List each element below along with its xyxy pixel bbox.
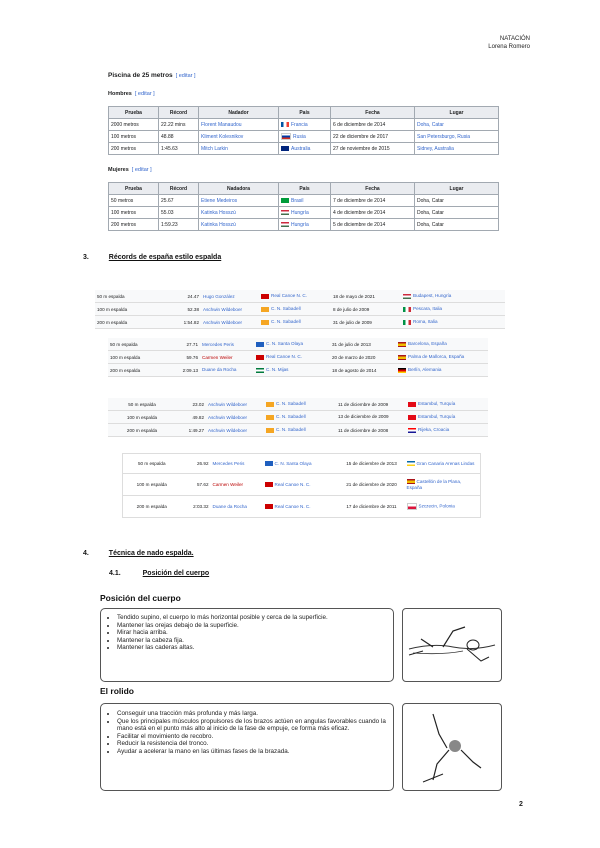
swimmer-link[interactable]: Mitch Larkin xyxy=(199,143,279,155)
spain-records-table-3 xyxy=(108,398,488,437)
list-item: • Mantener las caderas altas. xyxy=(117,644,393,652)
place-cell xyxy=(396,338,488,351)
date-cell: 4 de diciembre de 2014 xyxy=(331,207,415,219)
table-row xyxy=(109,207,499,219)
place-link[interactable]: Barcelona, España xyxy=(408,341,447,347)
swimmer-link[interactable]: Aschwin Wildeboer xyxy=(201,303,259,316)
place-cell: Doha, Catar xyxy=(415,219,499,231)
place-cell xyxy=(396,364,488,377)
swimmer-link[interactable]: Duane da Rocha xyxy=(211,496,263,518)
place-link[interactable]: Szczecin, Polonia xyxy=(418,503,455,509)
club-link[interactable]: C. N. Sabadell xyxy=(276,414,306,420)
date-cell: 11 de diciembre de 2008 xyxy=(336,424,406,437)
place-cell xyxy=(405,454,481,474)
event-cell: 50 m espalda xyxy=(108,338,170,351)
event-cell: 100 metros xyxy=(109,131,159,143)
russia-flag-icon xyxy=(281,133,291,140)
event-cell: 50 m espalda xyxy=(95,290,165,303)
column-header: Prueba xyxy=(109,183,159,195)
swimmer-link[interactable]: Carmen Weiler xyxy=(200,351,254,364)
date-cell: 11 de diciembre de 2009 xyxy=(336,398,406,411)
table-row xyxy=(109,143,499,155)
france-flag-icon xyxy=(281,122,289,127)
list-item: • Ayudar a acelerar la mano en las últimas fases de la brazada. xyxy=(117,748,387,756)
country-cell xyxy=(279,207,331,219)
event-cell: 50 metros xyxy=(109,195,159,207)
roll-box xyxy=(100,703,394,791)
club-cell xyxy=(263,454,339,474)
club-link[interactable]: Real Canoe N. C. xyxy=(266,354,303,360)
event-cell: 200 metros xyxy=(109,219,159,231)
record-cell: 48.88 xyxy=(159,131,199,143)
section-title: Récords de españa estilo espalda xyxy=(108,254,222,261)
swimmer-link[interactable]: Aschwin Wildeboer xyxy=(201,316,259,329)
place-cell xyxy=(401,290,505,303)
croatia-flag-icon xyxy=(408,428,416,433)
club-flag-icon xyxy=(266,415,274,420)
list-item: • Conseguir una tracción más profunda y más larga. xyxy=(117,710,387,718)
country-link[interactable]: Brasil xyxy=(291,197,304,204)
table-row xyxy=(95,316,505,329)
column-header: Fecha xyxy=(331,183,415,195)
date-cell: 7 de diciembre de 2014 xyxy=(331,195,415,207)
place-cell xyxy=(405,496,481,518)
roll-title: El rolido xyxy=(100,686,134,696)
country-cell xyxy=(279,143,331,155)
document-header xyxy=(488,35,530,51)
club-cell xyxy=(263,496,339,518)
table-row xyxy=(108,411,488,424)
place-link[interactable]: Palma de Mallorca, España xyxy=(408,354,465,360)
pool-title-text: Piscina de 25 metros xyxy=(108,72,173,79)
table-row xyxy=(108,398,488,411)
record-cell: 2:03.32 xyxy=(181,496,211,518)
swimmer-link[interactable]: Mercedes Peris xyxy=(211,454,263,474)
record-cell: 55.03 xyxy=(159,207,199,219)
list-item: • Facilitar el movimiento de recobro. xyxy=(117,733,387,741)
roll-list xyxy=(101,710,393,756)
column-header: Récord xyxy=(159,107,199,119)
hungary-flag-icon xyxy=(403,294,411,299)
event-cell: 200 m espalda xyxy=(95,316,165,329)
place-link[interactable]: Doha, Catar xyxy=(415,119,499,131)
table-row xyxy=(95,290,505,303)
place-cell xyxy=(406,398,488,411)
place-cell xyxy=(405,474,481,496)
list-item: • Reducir la resistencia del tronco. xyxy=(117,740,387,748)
record-cell: 2:09.13 xyxy=(170,364,200,377)
club-link[interactable]: C. N. Sabadell xyxy=(271,306,301,312)
country-link[interactable]: Australia xyxy=(291,145,311,152)
italy-flag-icon xyxy=(403,320,411,325)
place-cell: Doha, Catar xyxy=(415,195,499,207)
place-cell xyxy=(406,411,488,424)
section-number: 4. xyxy=(83,550,89,557)
spain-flag-icon xyxy=(398,342,406,347)
list-item: • Tendido supino, el cuerpo lo más horizontal posible y cerca de la superficie. xyxy=(117,614,393,622)
column-header: Lugar xyxy=(415,183,499,195)
turkey-flag-icon xyxy=(408,402,416,407)
club-flag-icon xyxy=(265,482,273,487)
record-cell: 57.62 xyxy=(181,474,211,496)
table-row xyxy=(108,364,488,377)
club-cell xyxy=(259,290,331,303)
club-cell xyxy=(254,364,330,377)
event-cell: 200 m espalda xyxy=(108,364,170,377)
place-cell xyxy=(406,424,488,437)
record-cell: 52.38 xyxy=(165,303,201,316)
brazil-flag-icon xyxy=(281,198,289,203)
swimmer-link[interactable]: Aschwin Wildeboer xyxy=(206,398,264,411)
swimmer-link[interactable]: Kliment Kolesnikov xyxy=(199,131,279,143)
event-cell: 200 m espalda xyxy=(108,424,176,437)
subsection-4-1-heading xyxy=(109,570,209,577)
table-row xyxy=(95,303,505,316)
date-cell: 20 de marzo de 2020 xyxy=(330,351,396,364)
club-cell xyxy=(264,411,336,424)
header-title: NATACIÓN xyxy=(499,36,530,42)
place-link[interactable]: Roma, Italia xyxy=(413,319,438,325)
swimmer-link[interactable]: Aschwin Wildeboer xyxy=(206,411,264,424)
club-flag-icon xyxy=(266,402,274,407)
event-cell: 50 m espalda xyxy=(123,454,181,474)
record-cell: 23.02 xyxy=(176,398,206,411)
page-number: 2 xyxy=(519,801,523,808)
date-cell: 13 de diciembre de 2009 xyxy=(336,411,406,424)
club-cell xyxy=(259,303,331,316)
country-cell xyxy=(279,119,331,131)
table-row xyxy=(109,219,499,231)
country-link[interactable]: Rusia xyxy=(293,133,306,140)
country-cell xyxy=(279,195,331,207)
date-cell: 15 de diciembre de 2013 xyxy=(339,454,405,474)
table-row xyxy=(108,424,488,437)
date-cell: 8 de julio de 2009 xyxy=(331,303,401,316)
swimmer-link[interactable]: Katinka Hosszú xyxy=(199,219,279,231)
women-records-table xyxy=(108,182,499,231)
country-link[interactable]: Francia xyxy=(291,121,308,128)
place-cell: Doha, Catar xyxy=(415,207,499,219)
column-header: Nadador xyxy=(199,107,279,119)
body-position-box xyxy=(100,608,394,682)
spain-records-table-2 xyxy=(108,338,488,377)
men-subtitle xyxy=(108,91,155,97)
date-cell: 17 de diciembre de 2011 xyxy=(339,496,405,518)
germany-flag-icon xyxy=(398,368,406,373)
event-cell: 200 m espalda xyxy=(123,496,181,518)
section-number: 3. xyxy=(83,254,89,261)
table-row xyxy=(123,496,481,518)
date-cell: 31 de julio de 2013 xyxy=(330,338,396,351)
swimmer-link[interactable]: Katinka Hosszú xyxy=(199,207,279,219)
place-cell xyxy=(396,351,488,364)
club-flag-icon xyxy=(261,294,269,299)
club-link[interactable]: Real Canoe N. C. xyxy=(274,503,311,509)
club-cell xyxy=(264,424,336,437)
table-row xyxy=(109,195,499,207)
club-link[interactable]: C. N. Sabadell xyxy=(276,401,306,407)
date-cell: 18 de mayo de 2021 xyxy=(331,290,401,303)
hungary-flag-icon xyxy=(281,222,289,227)
record-cell: 22.22 mins xyxy=(159,119,199,131)
club-cell xyxy=(263,474,339,496)
table-header-row xyxy=(109,183,499,195)
club-flag-icon xyxy=(256,342,264,347)
table-row xyxy=(123,454,481,474)
club-cell xyxy=(264,398,336,411)
event-cell: 200 metros xyxy=(109,143,159,155)
italy-flag-icon xyxy=(403,307,411,312)
place-cell xyxy=(401,303,505,316)
turkey-flag-icon xyxy=(408,415,416,420)
place-cell xyxy=(401,316,505,329)
event-cell: 50 m espalda xyxy=(108,398,176,411)
club-cell xyxy=(254,351,330,364)
country-cell xyxy=(279,219,331,231)
pool-title xyxy=(108,72,196,79)
table-row xyxy=(109,119,499,131)
poland-flag-icon xyxy=(407,503,417,510)
place-link[interactable]: Rijeka, Croacia xyxy=(418,427,450,433)
section-title: Técnica de nado espalda. xyxy=(108,550,194,557)
club-cell xyxy=(254,338,330,351)
record-cell: 1:59.23 xyxy=(159,219,199,231)
spain-flag-icon xyxy=(398,355,406,360)
column-header: Récord xyxy=(159,183,199,195)
club-link[interactable]: C. N. Sabadell xyxy=(271,319,301,325)
table-row xyxy=(123,474,481,496)
swimmer-link[interactable]: Hugo González xyxy=(201,290,259,303)
record-cell: 25.67 xyxy=(159,195,199,207)
canary-flag-icon xyxy=(407,461,415,466)
record-cell: 26.92 xyxy=(181,454,211,474)
event-cell: 2000 metros xyxy=(109,119,159,131)
column-header: País xyxy=(279,107,331,119)
section-3-heading xyxy=(83,254,221,261)
spain-records-table-4 xyxy=(122,453,481,518)
record-cell: 24.47 xyxy=(165,290,201,303)
club-flag-icon xyxy=(265,504,273,509)
hungary-flag-icon xyxy=(281,210,289,215)
club-flag-icon xyxy=(256,368,264,373)
club-flag-icon xyxy=(266,428,274,433)
list-item: • Mirar hacia arriba. xyxy=(117,629,393,637)
date-cell: 21 de diciembre de 2020 xyxy=(339,474,405,496)
date-cell: 18 de agosto de 2014 xyxy=(330,364,396,377)
backstroke-swimmer-illustration xyxy=(402,608,502,682)
country-link[interactable]: Hungría xyxy=(291,221,309,228)
australia-flag-icon xyxy=(281,146,289,151)
men-subtitle-text: Hombres xyxy=(108,91,132,97)
club-cell xyxy=(259,316,331,329)
column-header: País xyxy=(279,183,331,195)
column-header: Nadadora xyxy=(199,183,279,195)
record-cell: 49.82 xyxy=(176,411,206,424)
place-link[interactable]: Pescara, Italia xyxy=(413,306,443,312)
place-link[interactable]: San Petersburgo, Rusia xyxy=(415,131,499,143)
record-cell: 59.76 xyxy=(170,351,200,364)
table-row xyxy=(109,131,499,143)
swimmer-link[interactable]: Duane da Rocha xyxy=(200,364,254,377)
column-header: Fecha xyxy=(331,107,415,119)
date-cell: 6 de diciembre de 2014 xyxy=(331,119,415,131)
list-item: • Que los principales músculos propulsores de los brazos actúen en angulas favorables cuando la mano está en el punto más alto al inicio de la fase de empuje, ce forma más eficaz. xyxy=(117,718,387,733)
event-cell: 100 m espalda xyxy=(123,474,181,496)
place-link[interactable]: Budapest, Hungría xyxy=(413,293,452,299)
women-subtitle-text: Mujeres xyxy=(108,167,129,173)
men-records-table xyxy=(108,106,499,155)
place-link[interactable]: Estambul, Turquía xyxy=(418,401,456,407)
table-row xyxy=(108,338,488,351)
club-link[interactable]: C. N. Mijas xyxy=(266,367,289,373)
event-cell: 100 m espalda xyxy=(95,303,165,316)
swimmer-link[interactable]: Florent Manaudou xyxy=(199,119,279,131)
date-cell: 27 de noviembre de 2015 xyxy=(331,143,415,155)
date-cell: 22 de diciembre de 2017 xyxy=(331,131,415,143)
swimmer-link[interactable]: Mercedes Peris xyxy=(200,338,254,351)
club-link[interactable]: C. N. Sabadell xyxy=(276,427,306,433)
event-cell: 100 metros xyxy=(109,207,159,219)
body-position-title: Posición del cuerpo xyxy=(100,593,181,603)
country-cell xyxy=(279,131,331,143)
swimmer-link[interactable]: Etiene Medeiros xyxy=(199,195,279,207)
subsection-number: 4.1. xyxy=(109,570,121,577)
record-cell: 27.71 xyxy=(170,338,200,351)
place-link[interactable]: Berlín, Alemania xyxy=(408,367,442,373)
column-header: Prueba xyxy=(109,107,159,119)
club-link[interactable]: Real Canoe N. C. xyxy=(274,481,311,487)
swimmer-link[interactable]: Aschwin Wildeboer xyxy=(206,424,264,437)
club-link[interactable]: C. N. Santa Olaya xyxy=(274,460,312,466)
event-cell: 100 m espalda xyxy=(108,351,170,364)
swimmer-drawing-icon xyxy=(403,609,501,681)
swimmer-link[interactable]: Carmen Weiler xyxy=(211,474,263,496)
place-link[interactable]: Sidney, Australia xyxy=(415,143,499,155)
club-link[interactable]: C. N. Santa Olaya xyxy=(266,341,304,347)
record-cell: 1:45.63 xyxy=(159,143,199,155)
country-link[interactable]: Hungría xyxy=(291,209,309,216)
date-cell: 31 de julio de 2009 xyxy=(331,316,401,329)
men-edit-link[interactable]: [ editar ] xyxy=(134,91,155,97)
body-position-list xyxy=(101,614,393,652)
event-cell: 100 m espalda xyxy=(108,411,176,424)
list-item: • Mantener la cabeza fija. xyxy=(117,637,393,645)
header-author: Lorena Romero xyxy=(488,44,530,50)
place-link[interactable]: Castellón de la Plana, España xyxy=(406,479,462,490)
club-flag-icon xyxy=(265,461,273,466)
spain-records-table-1 xyxy=(95,290,505,329)
club-flag-icon xyxy=(256,355,264,360)
date-cell: 5 de diciembre de 2014 xyxy=(331,219,415,231)
women-edit-link[interactable]: [ editar ] xyxy=(131,167,152,173)
record-cell: 1:49.27 xyxy=(176,424,206,437)
club-flag-icon xyxy=(261,320,269,325)
column-header: Lugar xyxy=(415,107,499,119)
list-item: • Mantener las orejas debajo de la superficie. xyxy=(117,622,393,630)
subsection-title: Posición del cuerpo xyxy=(142,570,210,577)
table-row xyxy=(108,351,488,364)
record-cell: 1:54.82 xyxy=(165,316,201,329)
place-link[interactable]: Gran Canaria Arenas Lindas xyxy=(416,460,475,466)
club-flag-icon xyxy=(261,307,269,312)
women-subtitle xyxy=(108,167,152,173)
table-header-row xyxy=(109,107,499,119)
section-4-heading xyxy=(83,550,194,557)
club-link[interactable]: Real Canoe N. C. xyxy=(271,293,308,299)
place-link[interactable]: Estambul, Turquía xyxy=(418,414,456,420)
roll-swimmer-illustration xyxy=(402,703,502,791)
swimmer-roll-drawing-icon xyxy=(403,704,501,790)
edit-link[interactable]: [ editar ] xyxy=(175,73,196,79)
